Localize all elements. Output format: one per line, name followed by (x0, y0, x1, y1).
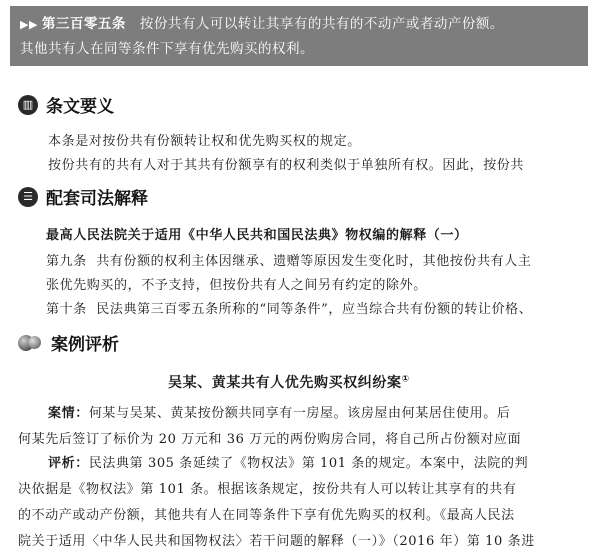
play-arrow-icon: ▶▶ (20, 18, 38, 31)
banner-line-2: 其他共有人在同等条件下享有优先购买的权利。 (20, 41, 314, 57)
facts-line-1 (48, 402, 510, 421)
analysis-line-3: 的不动产或动产份额，其他共有人在同等条件下享有优先购买的权利。《最高人民法 (18, 508, 515, 523)
summary-para-1: 本条是对按份共有份额转让权和优先购买权的规定。 (48, 134, 361, 149)
interpretation-subtitle: 最高人民法院关于适用《中华人民共和国民法典》物权编的解释（一） (46, 228, 468, 243)
analysis-line-4: 院关于适用〈中华人民共和国物权法〉若干问题的解释（一）》（2016 年）第 10 条进 (18, 534, 535, 549)
facts-line-2: 何某先后签订了标价为 20 万元和 36 万元的两份购房合同，将自己所占份额对应面 (18, 432, 522, 447)
case-title-text: 吴某、黄某共有人优先购买权纠纷案 (168, 375, 402, 391)
summary-para-2: 按份共有的共有人对于其共有份额享有的权利类似于单独所有权。因此，按份共 (48, 158, 525, 173)
banner-text-1: 按份共有人可以转让其享有的共有的不动产或者动产份额。 (139, 16, 504, 32)
list-icon: ☰ (18, 187, 38, 207)
banner-line-1 (20, 12, 588, 37)
section-summary-heading (18, 92, 114, 117)
section-case-heading (18, 330, 119, 355)
article-banner (10, 6, 588, 66)
analysis-line-2: 决依据是《物权法》第 101 条。根据该条规定，按份共有人可以转让其享有的共有 (18, 482, 517, 497)
article-number: 第三百零五条 (41, 16, 126, 32)
analysis-line-1 (48, 452, 528, 471)
facts-label: 案情： (48, 406, 89, 421)
facts-text-1: 何某与吴某、黄某按份额共同享有一房屋。该房屋由何某居住使用。后 (88, 406, 511, 421)
art10-text-1: 民法典第三百零五条所称的“同等条件”，应当综合共有份额的转让价格、 (96, 302, 533, 317)
art9-line-1 (46, 250, 531, 269)
analysis-label: 评析： (48, 456, 89, 471)
section-case-title: 案例评析 (51, 335, 119, 355)
footnote-mark: ① (401, 374, 410, 385)
art10-line-1 (46, 298, 532, 317)
art9-line-2: 张优先购买的，不予支持，但按份共有人之间另有约定的除外。 (46, 278, 427, 293)
art9-text-1: 共有份额的权利主体因继承、遗赠等原因发生变化时，其他按份共有人主 (96, 254, 532, 269)
case-title (168, 372, 410, 392)
bubbles-icon (18, 335, 41, 351)
section-summary-title: 条文要义 (46, 97, 114, 117)
section-interpretation-heading (18, 184, 148, 209)
section-interpretation-title: 配套司法解释 (46, 189, 148, 209)
art10-label: 第十条 (46, 302, 87, 317)
analysis-text-1: 民法典第 305 条延续了《物权法》第 101 条的规定。本案中，法院的判 (88, 456, 529, 471)
art9-label: 第九条 (46, 254, 87, 269)
pillar-icon: ▥ (18, 95, 38, 115)
